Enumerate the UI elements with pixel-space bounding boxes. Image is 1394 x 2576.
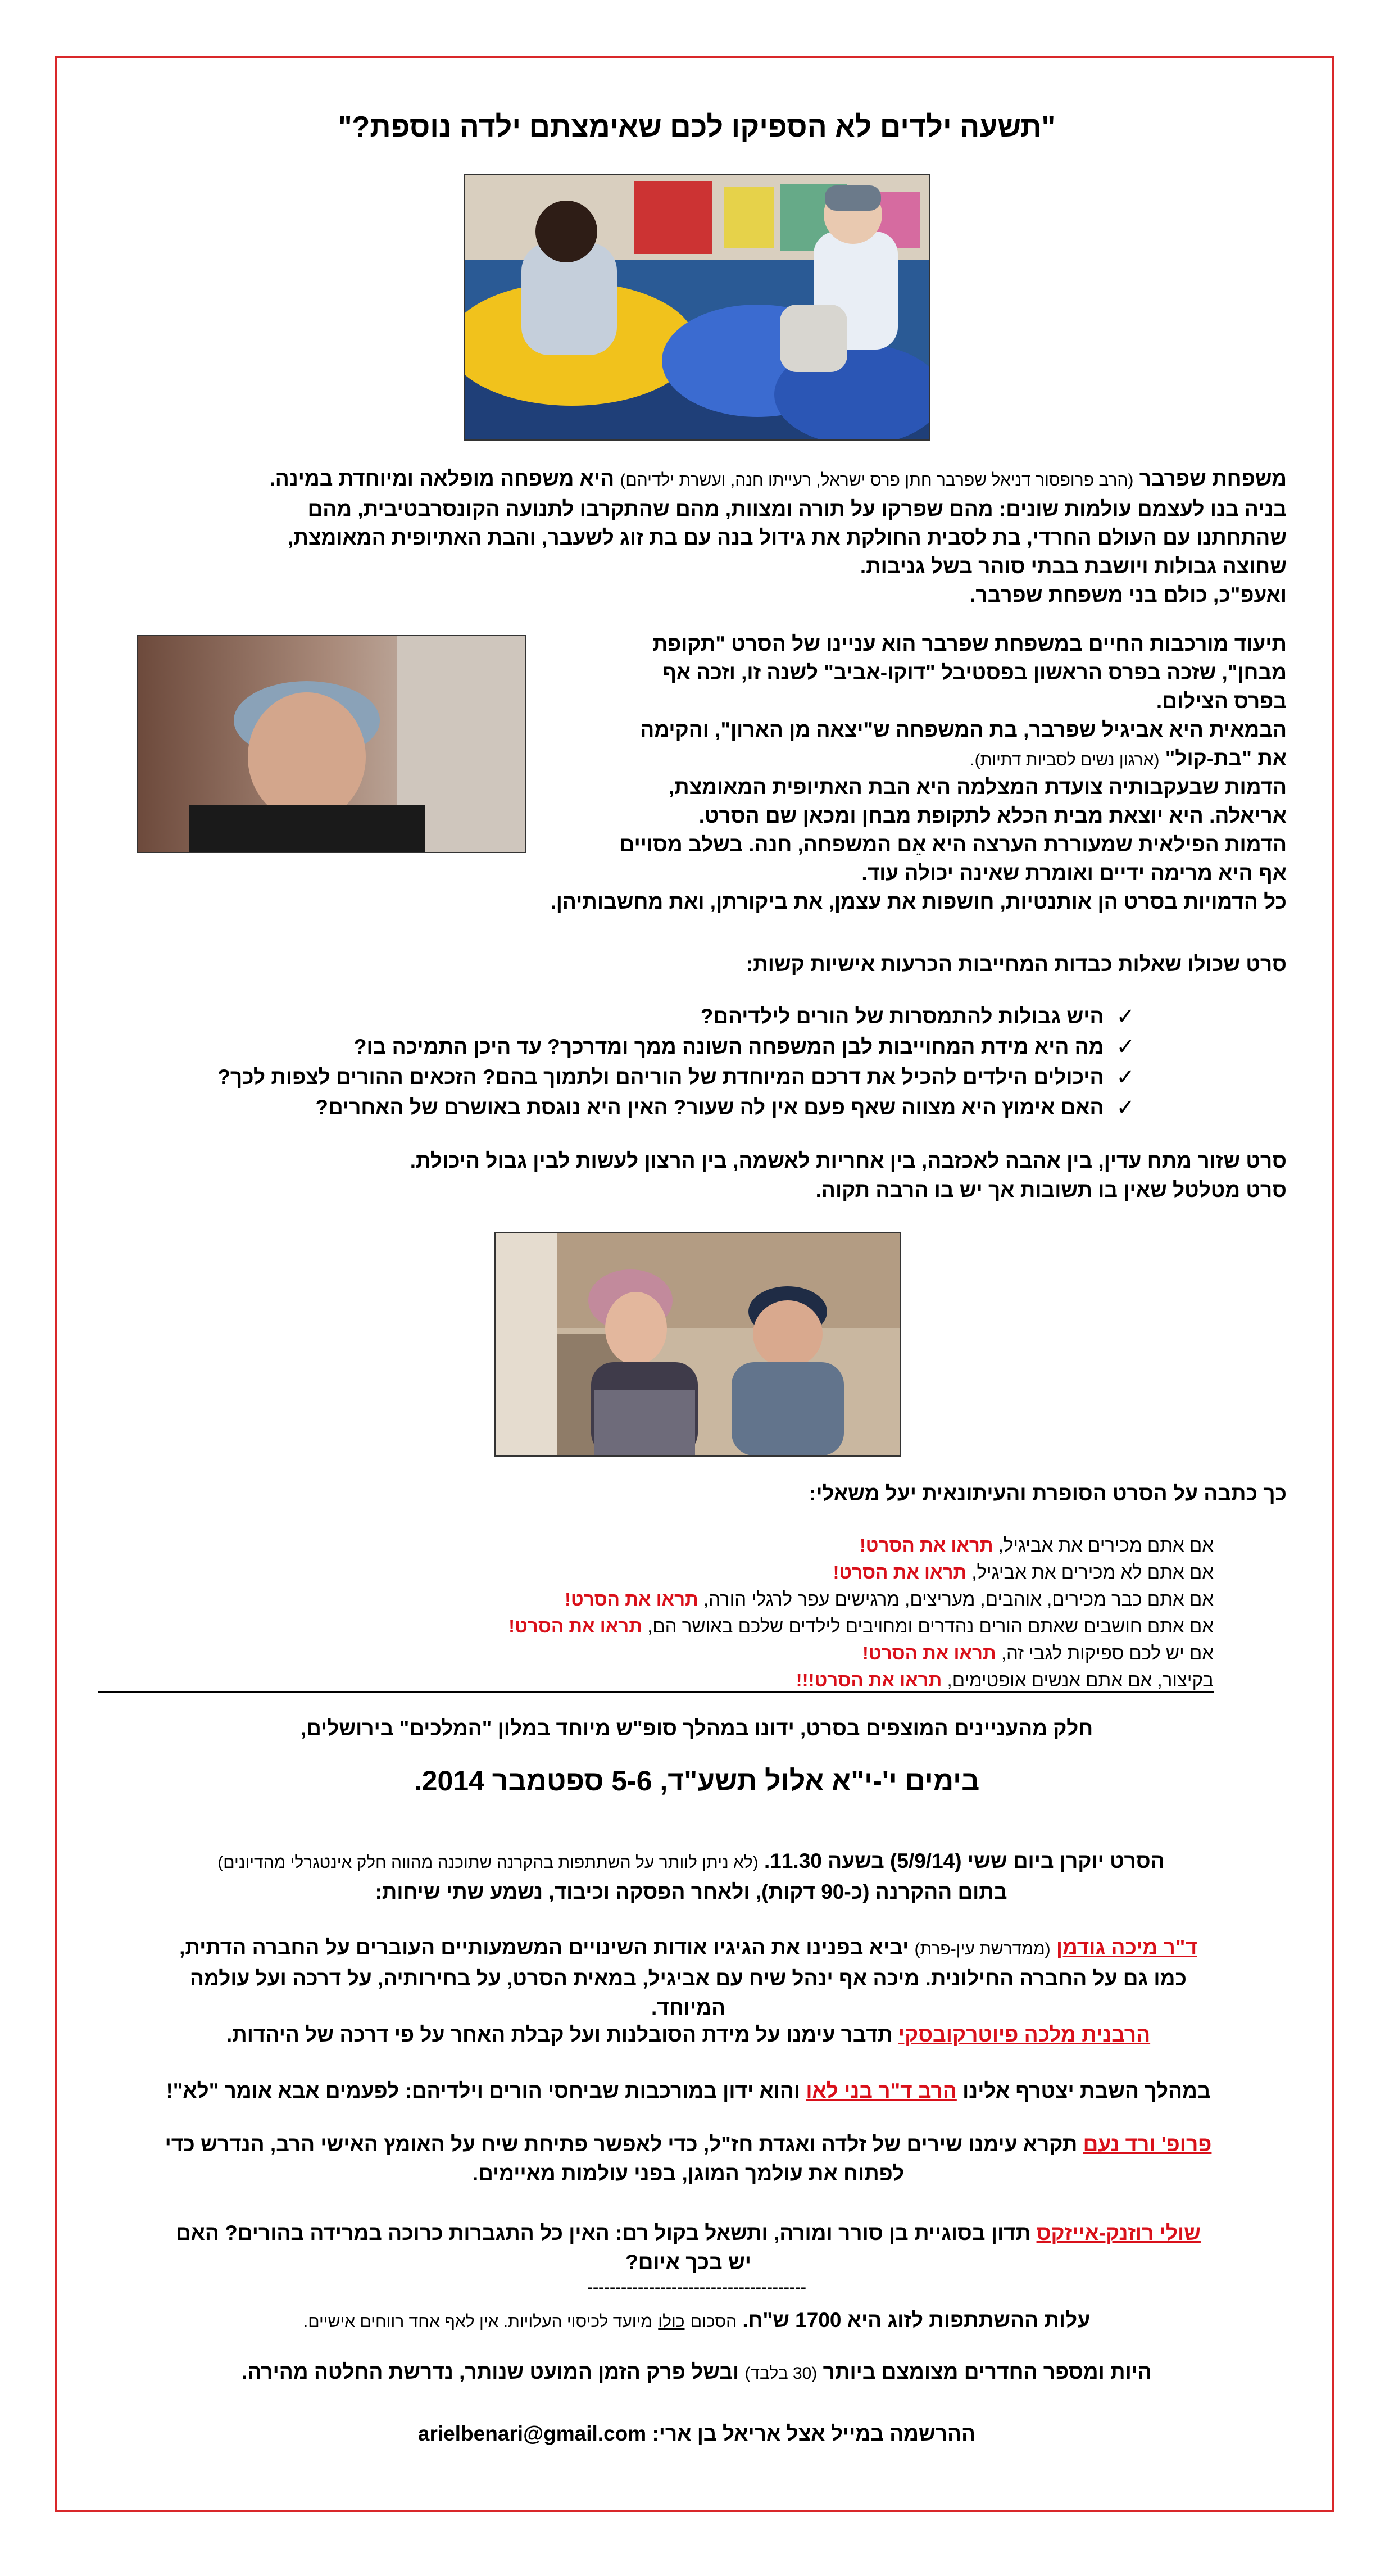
review-row: אם אתם חושבים שאתם הורים נהדרים ומחויבים לילדים שלכם באושר הם, תראו את הסרט! [508,1616,1214,1636]
doc-line: את "בת-קול" (ארגון נשים לסביות דתיות). [970,747,1287,770]
questions-heading: סרט שכולו שאלות כבדות המחייבות הכרעות אישיות קשות: [746,953,1287,976]
speaker-bnei-lau: במהלך השבת יצטרף אלינו הרב ד"ר בני לאו והוא ידון במורכבות שביחסי הורים וילדיהם: לפעמים אבא אומר "לא"! [166,2079,1211,2102]
documentary-paragraph [449,629,1287,774]
doc-line: הבמאית היא אביגיל שפרבר, בת המשפחה ש"יצאה מן הארון", והקימה [640,718,1287,741]
intro-line: בניה בנו לעצמם עולמות שונים: מהם שפרקו על תורה ומצוות, מהם שהתקרבו לתנועה הקונסרבטיבית, מהם [307,497,1287,520]
speaker-line: שולי רוזנק-אייזקס תדון בסוגיית בן סורר ומורה, ותשאל בקול רם: האין כל התגברות כרוכה במרידה בהורים? האם [176,2221,1201,2244]
doc-line: תיעוד מורכבות החיים במשפחת שפרבר הוא עניינו של הסרט "תקופת [652,632,1287,655]
see-movie-callout: תראו את הסרט! [565,1589,698,1609]
intro-first-line: משפחת שפרבר (הרב פרופסור דניאל שפרבר חתן פרס ישראל, רעייתו חנה, ועשרת ילדיהם) היא משפחה מופלאה ומיוחדת במינה. [269,467,1287,490]
registration-info: ההרשמה במייל אצל אריאל בן ארי: arielbenari@gmail.com [417,2422,976,2445]
event-dates: בימים י'-י"א אלול תשע"ד, 5-6 ספטמבר 2014. [414,1765,980,1797]
speaker-malka: הרבנית מלכה פיוטרקובסקי תדבר עימנו על מידת הסובלנות ועל קבלת האחר על פי דרכה של היהדות. [226,2023,1151,2046]
see-movie-callout: תראו את הסרט! [833,1562,967,1582]
question-item: ✓ האם אימוץ היא מצווה שאף פעם אין לה שעור? האין היא נוגסת באושרם של האחרים? [315,1095,1135,1120]
speaker-name-link[interactable]: שולי רוזנק-אייזקס [1036,2221,1201,2244]
speaker-goodman [96,1933,1281,2022]
speaker-line: כמו גם על החברה החילונית. מיכה אף ינהל שיח עם אביגיל, במאית הסרט, על בחירותיה, על דרכה ועל עולמה [190,1967,1187,1990]
review-row: אם אתם כבר מכירים, אוהבים, מעריצים, מרגישים עפר לרגלי הורה, תראו את הסרט! [565,1589,1214,1609]
checkmark-icon: ✓ [1116,1095,1135,1120]
doc-line: מבחן", שזכה בפרס הראשון בפסטיבל "דוקו-אביב" לשנה זו, וזכה אף [662,661,1287,684]
email-link[interactable]: arielbenari@gmail.com [417,2422,647,2445]
hero-photo [464,174,930,441]
intro-line: שהתחתנו עם העולם החרדי, בת לסבית החולקת את גידול בנה עם בת זוג לשעבר, והבת האתיופית המאומצת, [288,526,1287,549]
see-movie-callout: תראו את הסרט! [859,1535,993,1555]
checkmark-icon: ✓ [1116,1004,1135,1029]
speaker-name-link[interactable]: הרב ד"ר בני לאו [806,2079,957,2102]
checkmark-icon: ✓ [1116,1035,1135,1059]
see-movie-callout: תראו את הסרט! [508,1616,642,1636]
speaker-line: פרופ' ורד נעם תקרא עימנו שירים של זלדה ואגדת חז"ל, כדי לאפשר פתיחת שיח על האומץ האישי הרב, הנדרש כדי [165,2133,1212,2156]
doc-line: הדמות הפילאית שמעוררת הערצה היא אֵם המשפחה, חנה. בשלב מסויים [619,833,1287,856]
children-photo [494,1232,901,1457]
intro-line: שחוצה גבולות ויושבת בבתי סוהר בשל גניבות. [860,555,1287,578]
see-movie-callout: תראו את הסרט!!! [796,1670,942,1690]
doc-line: כל הדמויות בסרט הן אותנטיות, חושפות את עצמן, את ביקורתן, ואת מחשבותיהן. [550,890,1287,913]
speaker-shuli [96,2219,1281,2277]
review-heading: כך כתבה על הסרט הסופרת והעיתונאית יעל משאלי: [809,1482,1287,1505]
doc-line: הדמות שבעקבותיה צועדת המצלמה היא הבת האתיופית המאומצת, [668,775,1287,799]
checkmark-icon: ✓ [1116,1065,1135,1090]
doc-line: אריאלה. היא יוצאת מבית הכלא לתקופת מבחן ומכאן שם הסרט. [698,804,1287,827]
speaker-line: ד"ר מיכה גודמן (ממדרשת עין-פרת) יביא בפנינו את הגיגיו אודות השינויים המשמעותיים העוברים על החברה הדתית, [179,1936,1197,1959]
speaker-name-link[interactable]: הרבנית מלכה פיוטרקובסקי [898,2023,1151,2046]
review-row: אם אתם מכירים את אביגיל, תראו את הסרט! [859,1535,1214,1555]
screening-line: בתום ההקרנה (כ-90 דקות), ולאחר הפסקה וכיבוד, נשמע שתי שיחות: [375,1880,1007,1903]
speaker-line: המיוחד. [651,1996,725,2019]
event-line: חלק מהעניינים המוצפים בסרט, ידונו במהלך סופ"ש מיוחד במלון "המלכים" בירושלים, [300,1717,1093,1740]
screening-line: הסרט יוקרן ביום ששי (5/9/14) בשעה 11.30. (לא ניתן לוותר על השתתפות בהקרנה שתוכנה מהווה חלק אינטגרלי מהדיונים) [217,1849,1165,1872]
question-item: ✓ מה היא מידת המחוייבות לבן המשפחה השונה ממך ומדרכך? עד היכן התמיכה בו? [353,1035,1135,1059]
page-title: "תשעה ילדים לא הספיקו לכם שאימצתם ילדה נוספת?" [338,111,1056,143]
review-row: אם אתם לא מכירים את אביגיל, תראו את הסרט! [833,1562,1214,1582]
question-item: ✓ היכולים הילדים להכיל את דרכם המיוחדת של הוריהם ולתמוך בהם? הזכאים ההורים לצפות לכך? [217,1065,1135,1090]
intro-line: ואעפ"כ, כולם בני משפחת שפרבר. [970,583,1287,606]
rooms-info: היות ומספר החדרים מצומצם ביותר (30 בלבד) ובשל פרק הזמן המועט שנותר, נדרשת החלטה מהירה. [242,2360,1152,2383]
tension-line: סרט מטלטל שאין בו תשובות אך יש בו הרבה תקוה. [815,1178,1287,1201]
tension-line: סרט שזור מתח עדין, בין אהבה לאכזבה, בין אחריות לאשמה, בין הרצון לעשות לבין גבול היכולת. [410,1149,1287,1172]
cost-info: עלות ההשתתפות לזוג היא 1700 ש"ח. הסכום כולו מיועד לכיסוי העלויות. אין לאף אחד רווחים אישיים. [303,2309,1091,2332]
speaker-line: יש בכך איום? [625,2251,751,2274]
speaker-naam [96,2130,1281,2188]
see-movie-callout: תראו את הסרט! [862,1643,996,1663]
speaker-name-link[interactable]: ד"ר מיכה גודמן [1056,1936,1197,1959]
review-row: בקיצור, אם אתם אנשים אופטימים, תראו את הסרט!!! [796,1670,1214,1690]
speaker-name-link[interactable]: פרופ' ורד נעם [1083,2133,1212,2156]
screening-info [96,1847,1287,1907]
question-item: ✓ היש גבולות להתמסרות של הורים לילדיהם? [700,1004,1135,1029]
review-row: אם יש לכם ספיקות לגבי זה, תראו את הסרט! [862,1643,1214,1663]
review-quotes [393,1534,1214,1696]
separator-dashes: --------------------------------------- [587,2278,806,2297]
intro-paragraph [124,464,1287,609]
questions-list [124,1005,1135,1126]
tension-paragraph [124,1146,1287,1205]
documentary-paragraph-continued [124,773,1287,916]
doc-line: בפרס הצילום. [1156,690,1287,713]
speaker-line: לפתוח את עולמך המוגן, בפני עולמות מאיימים. [472,2162,905,2185]
doc-line: אף היא מרימה ידיים ואומרת שאינה יכולה עוד. [861,861,1287,885]
divider-line [98,1691,1214,1693]
